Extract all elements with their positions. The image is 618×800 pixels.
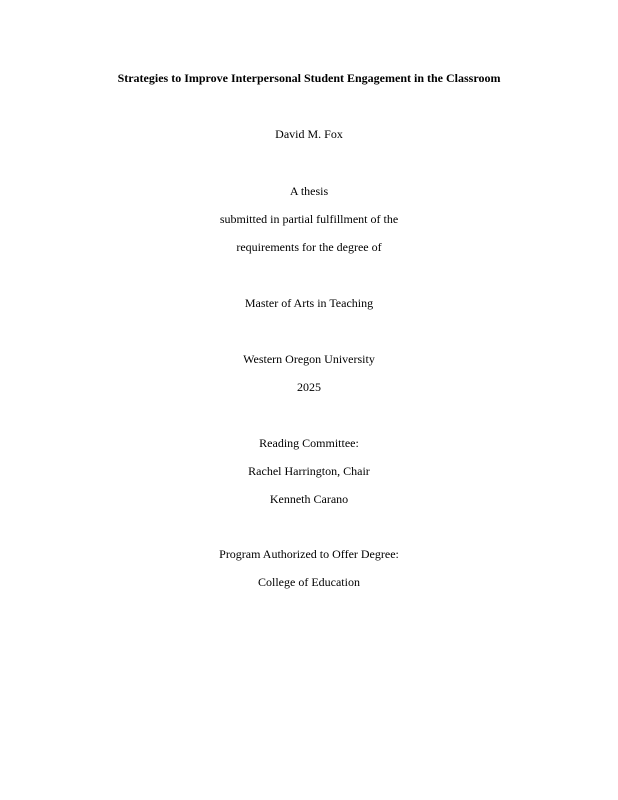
year: 2025 [297,380,321,394]
author-name: David M. Fox [275,127,343,141]
committee-member: Kenneth Carano [269,492,349,506]
committee-member-chair: Rachel Harrington, Chair [248,464,370,478]
institution-name: Western Oregon University [243,352,375,366]
fulfillment-line: submitted in partial fulfillment of the [219,212,399,226]
thesis-label: A thesis [289,184,329,198]
program-name: College of Education [258,575,360,589]
requirements-line: requirements for the degree of [236,240,382,254]
committee-heading: Reading Committee: [259,436,359,450]
program-heading: Program Authorized to Offer Degree: [219,547,399,561]
degree-name: Master of Arts in Teaching [244,296,374,310]
thesis-title: Strategies to Improve Interpersonal Student Engagement in the Classroom [117,71,501,85]
